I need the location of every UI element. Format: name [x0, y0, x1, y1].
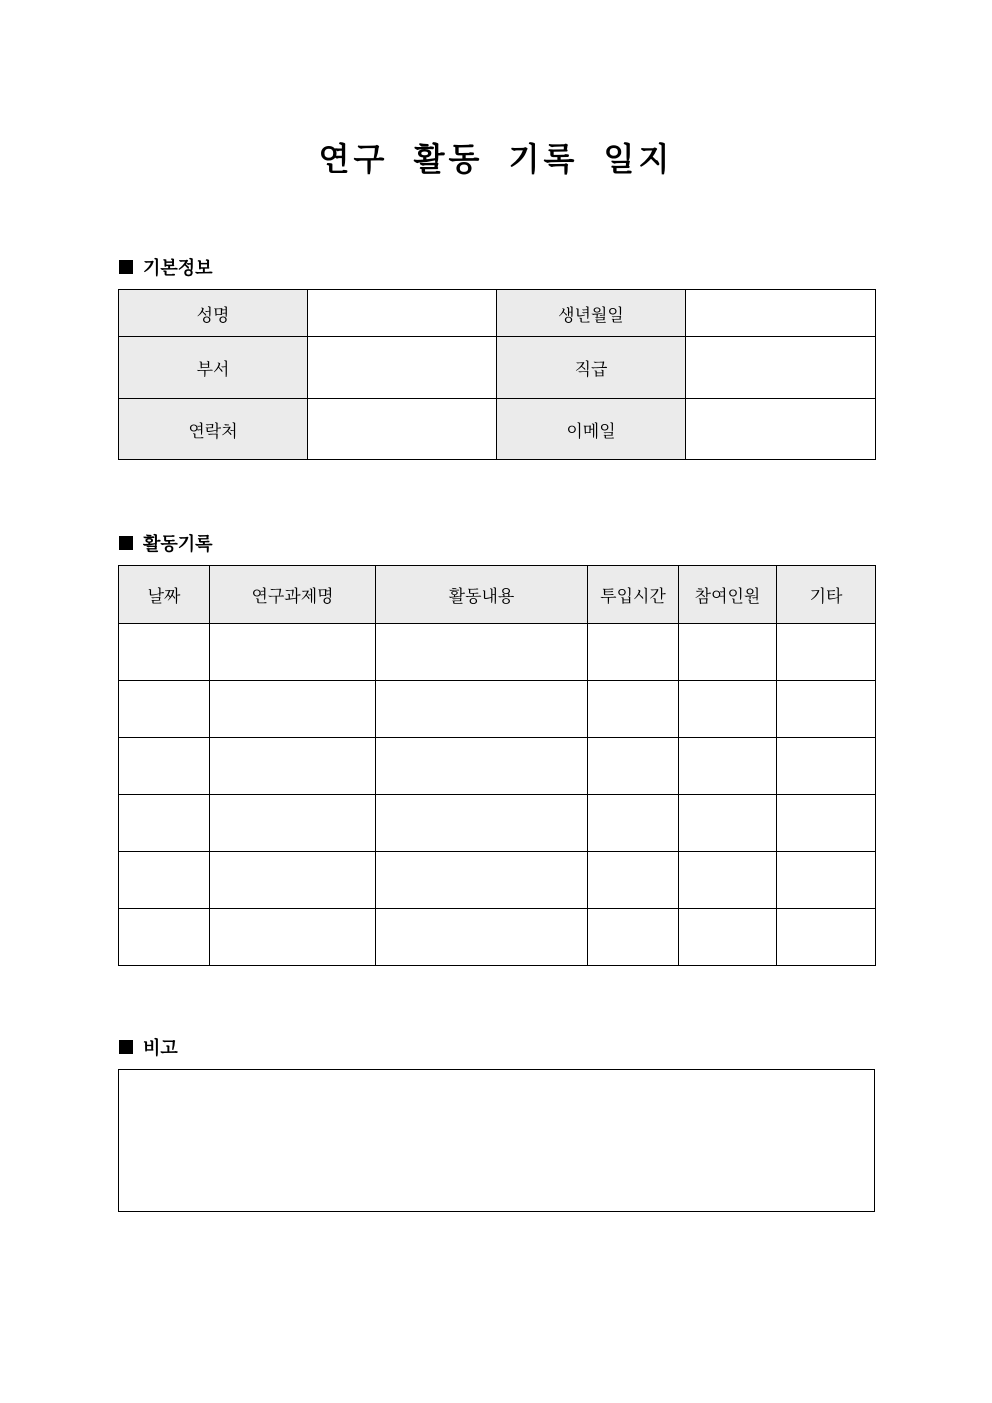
- email-field[interactable]: [686, 399, 876, 460]
- other-cell[interactable]: [777, 624, 876, 681]
- activity-log-table: [118, 565, 876, 966]
- date-cell[interactable]: [119, 624, 210, 681]
- content-cell[interactable]: [376, 738, 588, 795]
- contact-field[interactable]: [308, 399, 497, 460]
- department-field[interactable]: [308, 337, 497, 399]
- participants-cell[interactable]: [679, 852, 777, 909]
- table-row: [119, 795, 876, 852]
- participants-cell[interactable]: [679, 738, 777, 795]
- basic-info-row: [119, 337, 876, 399]
- column-header-other: 기타: [777, 566, 876, 624]
- email-label: 이메일: [497, 399, 686, 460]
- table-row: [119, 909, 876, 966]
- date-cell[interactable]: [119, 852, 210, 909]
- table-row: [119, 624, 876, 681]
- column-header-content: 활동내용: [376, 566, 588, 624]
- date-cell[interactable]: [119, 795, 210, 852]
- hours-cell[interactable]: [588, 795, 679, 852]
- activity-log-heading: [119, 530, 213, 556]
- column-header-date: 날짜: [119, 566, 210, 624]
- column-header-hours: 투입시간: [588, 566, 679, 624]
- square-bullet-icon: [119, 260, 133, 274]
- content-cell[interactable]: [376, 909, 588, 966]
- square-bullet-icon: [119, 1040, 133, 1054]
- table-row: [119, 681, 876, 738]
- other-cell[interactable]: [777, 795, 876, 852]
- position-label: 직급: [497, 337, 686, 399]
- name-field[interactable]: [308, 290, 497, 337]
- hours-cell[interactable]: [588, 624, 679, 681]
- project-cell[interactable]: [210, 909, 376, 966]
- table-row: [119, 738, 876, 795]
- other-cell[interactable]: [777, 681, 876, 738]
- activity-log-heading-text: 활동기록: [143, 534, 213, 555]
- square-bullet-icon: [119, 536, 133, 550]
- project-cell[interactable]: [210, 681, 376, 738]
- date-cell[interactable]: [119, 681, 210, 738]
- remarks-field[interactable]: [118, 1069, 875, 1212]
- page-title: 연구 활동 기록 일지: [318, 140, 674, 178]
- project-cell[interactable]: [210, 738, 376, 795]
- project-cell[interactable]: [210, 852, 376, 909]
- department-label: 부서: [119, 337, 308, 399]
- participants-cell[interactable]: [679, 681, 777, 738]
- other-cell[interactable]: [777, 738, 876, 795]
- content-cell[interactable]: [376, 795, 588, 852]
- basic-info-row: [119, 399, 876, 460]
- position-field[interactable]: [686, 337, 876, 399]
- column-header-participants: 참여인원: [679, 566, 777, 624]
- basic-info-table: [118, 289, 876, 460]
- contact-label: 연락처: [119, 399, 308, 460]
- table-row: [119, 852, 876, 909]
- column-header-project: 연구과제명: [210, 566, 376, 624]
- participants-cell[interactable]: [679, 624, 777, 681]
- participants-cell[interactable]: [679, 909, 777, 966]
- birthdate-label: 생년월일: [497, 290, 686, 337]
- activity-header-row: [119, 566, 876, 624]
- name-label: 성명: [119, 290, 308, 337]
- hours-cell[interactable]: [588, 738, 679, 795]
- hours-cell[interactable]: [588, 909, 679, 966]
- date-cell[interactable]: [119, 738, 210, 795]
- other-cell[interactable]: [777, 909, 876, 966]
- project-cell[interactable]: [210, 795, 376, 852]
- birthdate-field[interactable]: [686, 290, 876, 337]
- content-cell[interactable]: [376, 852, 588, 909]
- date-cell[interactable]: [119, 909, 210, 966]
- basic-info-heading: [119, 254, 213, 280]
- content-cell[interactable]: [376, 624, 588, 681]
- other-cell[interactable]: [777, 852, 876, 909]
- activity-table-body: [119, 624, 876, 966]
- content-cell[interactable]: [376, 681, 588, 738]
- basic-info-heading-text: 기본정보: [143, 258, 213, 279]
- hours-cell[interactable]: [588, 852, 679, 909]
- participants-cell[interactable]: [679, 795, 777, 852]
- hours-cell[interactable]: [588, 681, 679, 738]
- remarks-heading-text: 비고: [143, 1038, 178, 1059]
- remarks-heading: [119, 1034, 178, 1060]
- project-cell[interactable]: [210, 624, 376, 681]
- basic-info-row: [119, 290, 876, 337]
